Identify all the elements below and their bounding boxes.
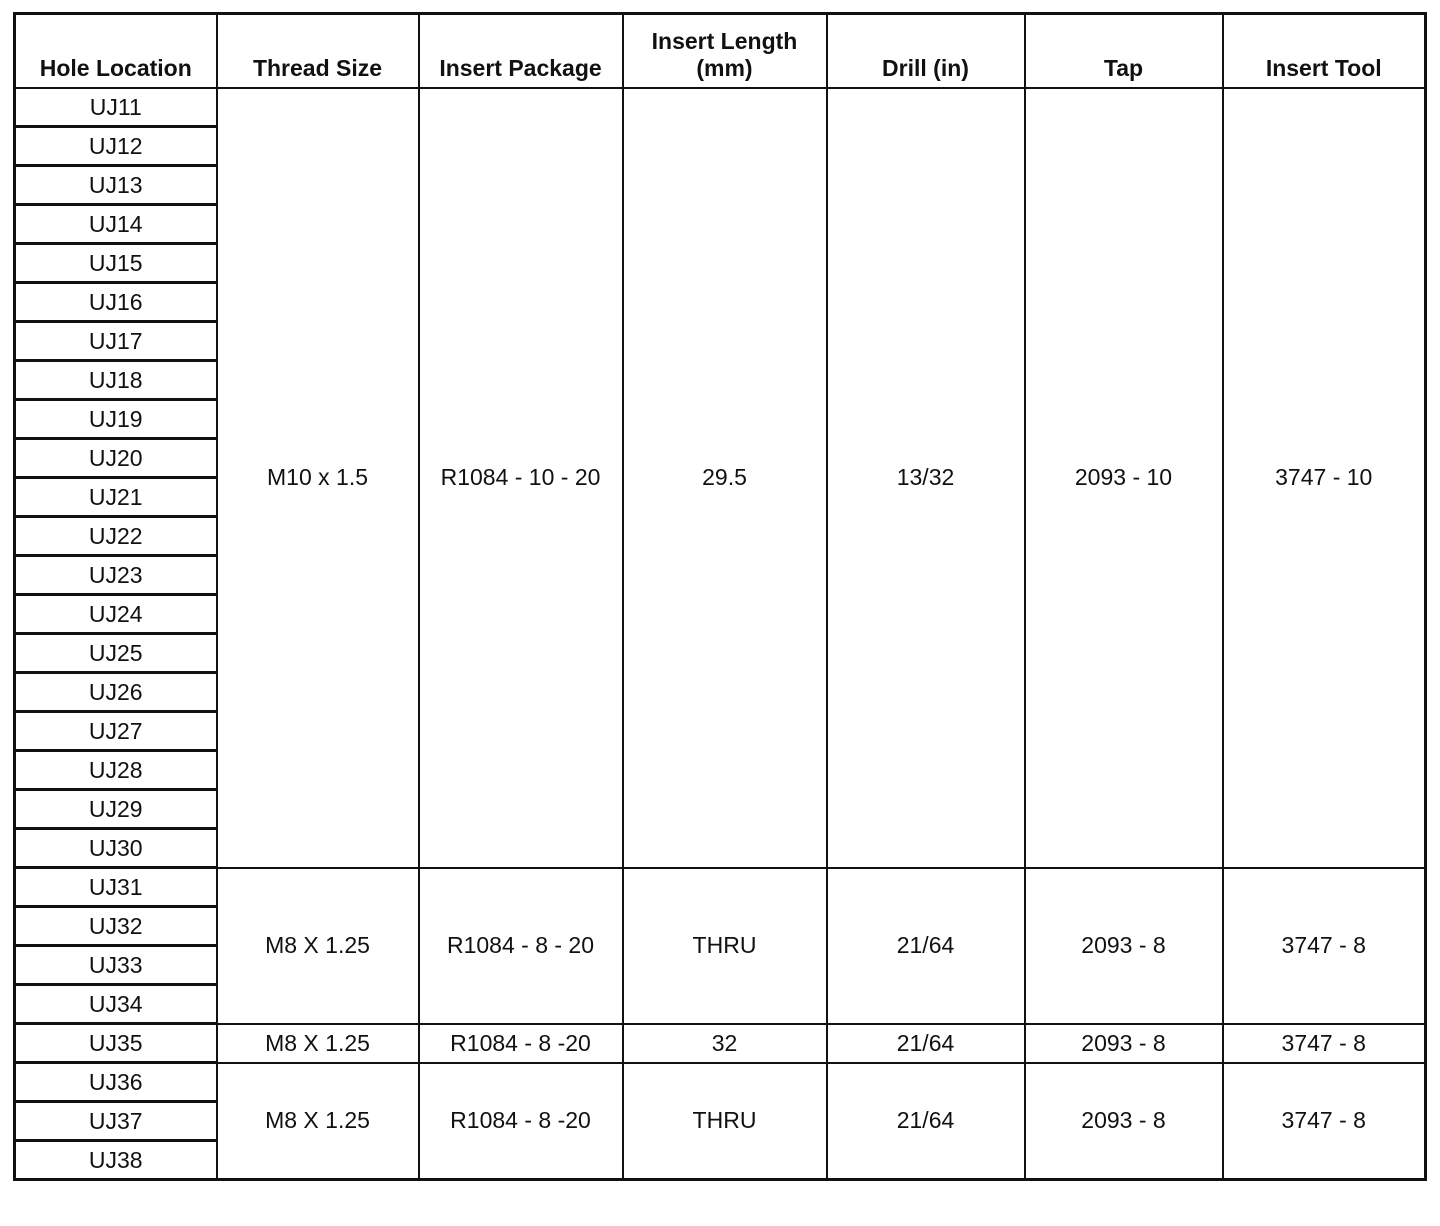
header-insert-package: Insert Package: [419, 14, 623, 89]
hole-location-cell: UJ14: [15, 205, 217, 244]
hole-location-cell: UJ27: [15, 712, 217, 751]
thread-size-cell: M8 X 1.25: [217, 1024, 419, 1063]
tap-cell: 2093 - 8: [1025, 868, 1223, 1024]
insert-package-cell: R1084 - 10 - 20: [419, 88, 623, 868]
drill-cell: 13/32: [827, 88, 1025, 868]
insert-tool-cell: 3747 - 8: [1223, 1024, 1426, 1063]
header-thread-size: Thread Size: [217, 14, 419, 89]
insert-length-cell: THRU: [623, 868, 827, 1024]
insert-package-cell: R1084 - 8 - 20: [419, 868, 623, 1024]
table-row: [15, 868, 1426, 907]
hole-location-cell: UJ11: [15, 88, 217, 127]
header-drill: Drill (in): [827, 14, 1025, 89]
hole-location-cell: UJ30: [15, 829, 217, 868]
header-insert-length: Insert Length (mm): [623, 14, 827, 89]
hole-location-cell: UJ29: [15, 790, 217, 829]
insert-tool-cell: 3747 - 10: [1223, 88, 1426, 868]
hole-location-cell: UJ21: [15, 478, 217, 517]
hole-location-cell: UJ34: [15, 985, 217, 1024]
drill-cell: 21/64: [827, 868, 1025, 1024]
hole-location-cell: UJ31: [15, 868, 217, 907]
hole-location-cell: UJ37: [15, 1102, 217, 1141]
insert-package-cell: R1084 - 8 -20: [419, 1024, 623, 1063]
hole-location-cell: UJ19: [15, 400, 217, 439]
hole-location-cell: UJ26: [15, 673, 217, 712]
hole-location-cell: UJ35: [15, 1024, 217, 1063]
thread-size-cell: M8 X 1.25: [217, 1063, 419, 1180]
insert-tool-cell: 3747 - 8: [1223, 868, 1426, 1024]
hole-location-cell: UJ24: [15, 595, 217, 634]
hole-location-cell: UJ25: [15, 634, 217, 673]
header-hole-location: Hole Location: [15, 14, 217, 89]
hole-location-cell: UJ20: [15, 439, 217, 478]
hole-location-cell: UJ32: [15, 907, 217, 946]
insert-package-cell: R1084 - 8 -20: [419, 1063, 623, 1180]
hole-location-cell: UJ12: [15, 127, 217, 166]
tap-cell: 2093 - 8: [1025, 1024, 1223, 1063]
table-row: [15, 88, 1426, 127]
table-row: [15, 1024, 1426, 1063]
hole-location-cell: UJ16: [15, 283, 217, 322]
tap-cell: 2093 - 10: [1025, 88, 1223, 868]
insert-length-cell: THRU: [623, 1063, 827, 1180]
drill-cell: 21/64: [827, 1063, 1025, 1180]
thread-insert-table: [13, 12, 1427, 1181]
insert-length-cell: 32: [623, 1024, 827, 1063]
hole-location-cell: UJ13: [15, 166, 217, 205]
header-row: [15, 14, 1426, 89]
table-body: [15, 88, 1426, 1180]
hole-location-cell: UJ18: [15, 361, 217, 400]
hole-location-cell: UJ28: [15, 751, 217, 790]
thread-size-cell: M8 X 1.25: [217, 868, 419, 1024]
hole-location-cell: UJ36: [15, 1063, 217, 1102]
table-row: [15, 1063, 1426, 1102]
hole-location-cell: UJ38: [15, 1141, 217, 1180]
insert-tool-cell: 3747 - 8: [1223, 1063, 1426, 1180]
header-insert-tool: Insert Tool: [1223, 14, 1426, 89]
hole-location-cell: UJ22: [15, 517, 217, 556]
hole-location-cell: UJ23: [15, 556, 217, 595]
hole-location-cell: UJ17: [15, 322, 217, 361]
insert-length-cell: 29.5: [623, 88, 827, 868]
thread-size-cell: M10 x 1.5: [217, 88, 419, 868]
hole-location-cell: UJ15: [15, 244, 217, 283]
tap-cell: 2093 - 8: [1025, 1063, 1223, 1180]
header-tap: Tap: [1025, 14, 1223, 89]
drill-cell: 21/64: [827, 1024, 1025, 1063]
hole-location-cell: UJ33: [15, 946, 217, 985]
